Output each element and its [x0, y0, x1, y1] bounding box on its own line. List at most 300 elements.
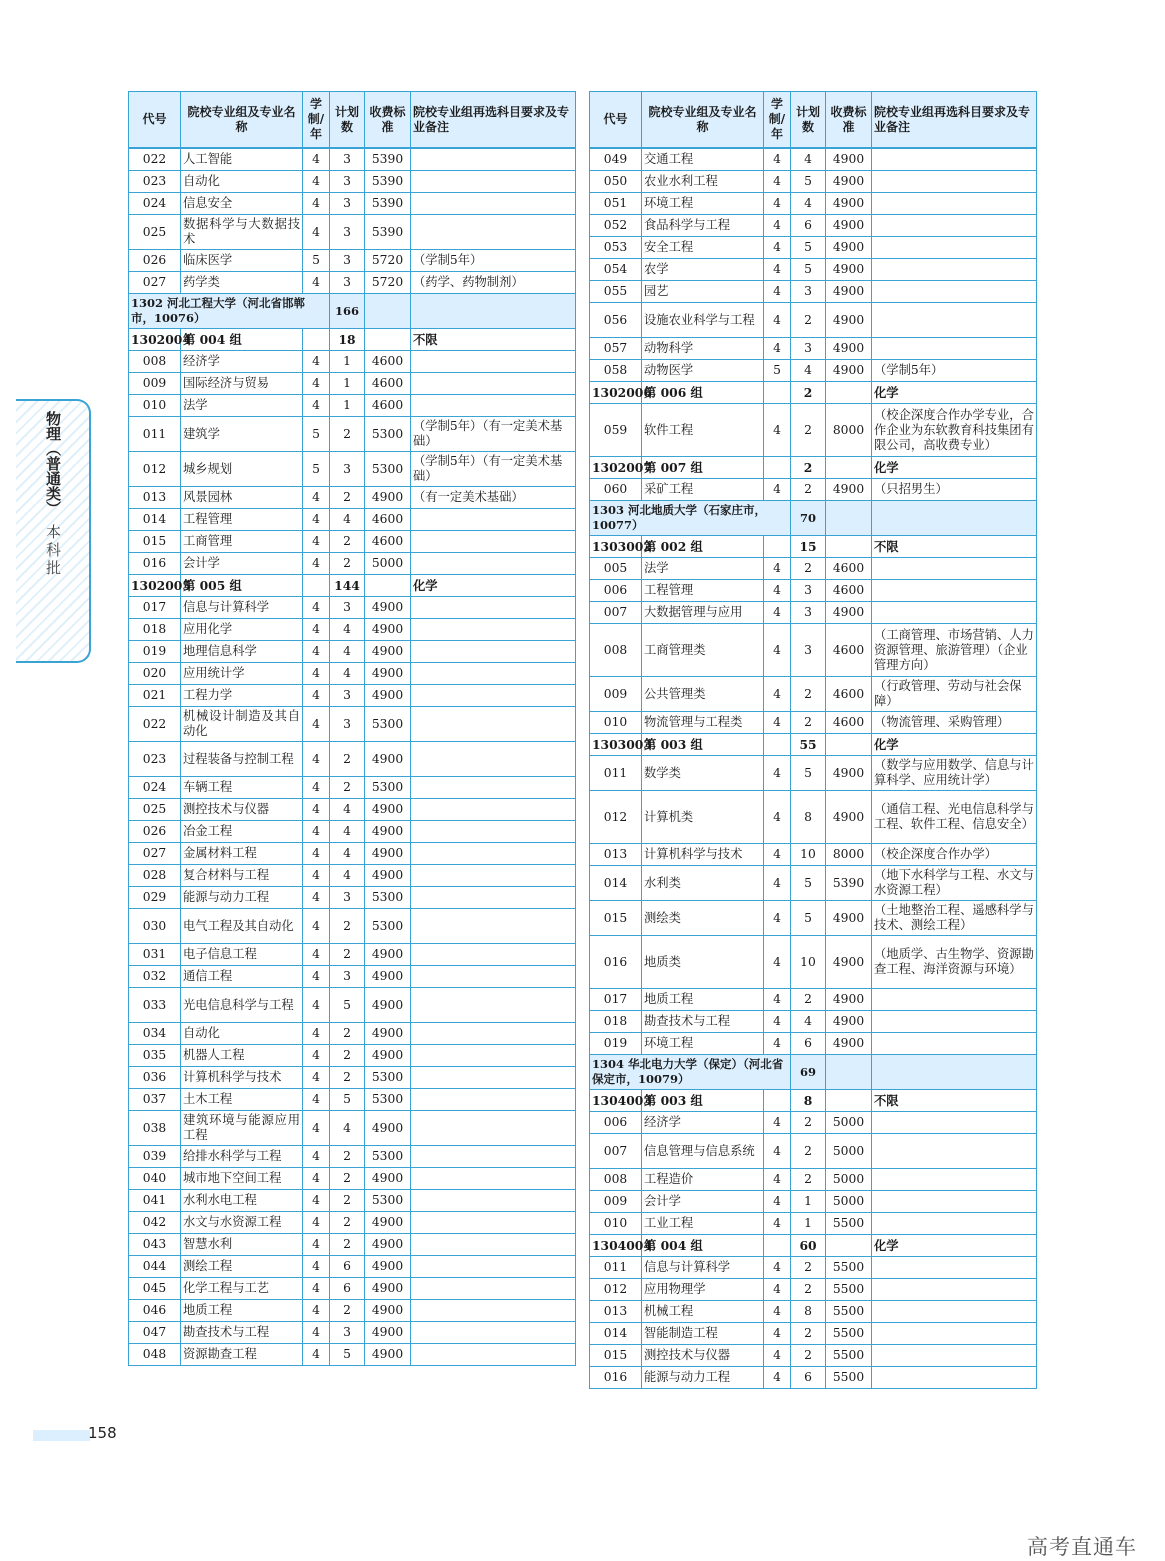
cell-note: [872, 1345, 1037, 1367]
cell-years: 4: [303, 395, 330, 417]
cell-plan: 3: [791, 338, 826, 360]
table-header-row: [129, 92, 576, 149]
cell-major-name: 国际经济与贸易: [181, 373, 303, 395]
cell-major-name: 工程力学: [181, 685, 303, 707]
cell-years: 4: [764, 866, 791, 901]
cell-years: 4: [764, 479, 791, 501]
cell-fee: 5300: [365, 1089, 411, 1111]
major-row: [590, 148, 1037, 171]
cell-code: 059: [590, 404, 642, 457]
cell-fee: 5300: [365, 1146, 411, 1168]
cell-fee: 4900: [826, 338, 872, 360]
cell-code: 016: [129, 553, 181, 575]
cell-fee: [826, 1235, 872, 1257]
cell-code: 014: [590, 1323, 642, 1345]
cell-fee: 5300: [365, 1067, 411, 1089]
cell-code: 050: [590, 171, 642, 193]
cell-years: 4: [303, 215, 330, 250]
major-row: [129, 619, 576, 641]
cell-plan: 10: [791, 844, 826, 866]
cell-note: [411, 597, 576, 619]
cell-years: 4: [764, 936, 791, 989]
cell-plan: 55: [791, 734, 826, 756]
cell-note: [411, 1190, 576, 1212]
cell-code: 021: [129, 685, 181, 707]
cell-years: 4: [303, 373, 330, 395]
cell-years: 4: [303, 1067, 330, 1089]
cell-years: 4: [764, 193, 791, 215]
cell-plan: 2: [791, 1279, 826, 1301]
major-row: [129, 742, 576, 777]
cell-plan: 3: [330, 272, 365, 294]
cell-group-name: 第 006 组: [642, 382, 764, 404]
cell-major-name: 大数据管理与应用: [642, 602, 764, 624]
cell-major-name: 应用统计学: [181, 663, 303, 685]
cell-fee: 4900: [826, 360, 872, 382]
cell-note: （通信工程、光电信息科学与工程、软件工程、信息安全）: [872, 791, 1037, 844]
cell-plan: 5: [330, 1344, 365, 1366]
major-row: [129, 1045, 576, 1067]
category-side-tab: [16, 399, 91, 663]
cell-fee: 5300: [365, 1190, 411, 1212]
cell-group-code: 1304003: [590, 1090, 642, 1112]
cell-note: [411, 909, 576, 944]
cell-major-name: 建筑环境与能源应用工程: [181, 1111, 303, 1146]
cell-group-name: 第 004 组: [181, 329, 303, 351]
cell-note: （药学、药物制剂）: [411, 272, 576, 294]
major-row: [129, 193, 576, 215]
cell-fee: 5000: [826, 1112, 872, 1134]
cell-fee: 5300: [365, 909, 411, 944]
cell-years: 4: [303, 799, 330, 821]
cell-years: 5: [764, 360, 791, 382]
major-row: [129, 1089, 576, 1111]
cell-major-name: 智能制造工程: [642, 1323, 764, 1345]
cell-fee: 5500: [826, 1257, 872, 1279]
cell-code: 022: [129, 148, 181, 171]
cell-years: 4: [303, 553, 330, 575]
cell-fee: 5500: [826, 1323, 872, 1345]
cell-years: 4: [303, 641, 330, 663]
cell-note: [411, 887, 576, 909]
major-row: [590, 303, 1037, 338]
cell-fee: 5300: [365, 707, 411, 742]
cell-plan: 8: [791, 1090, 826, 1112]
cell-major-name: 法学: [181, 395, 303, 417]
major-row: [590, 1257, 1037, 1279]
major-row: [129, 487, 576, 509]
cell-code: 047: [129, 1322, 181, 1344]
cell-note: [411, 1111, 576, 1146]
cell-major-name: 城市地下空间工程: [181, 1168, 303, 1190]
cell-group-code: 1302006: [590, 382, 642, 404]
major-row: [590, 602, 1037, 624]
cell-years: 4: [303, 1146, 330, 1168]
major-row: [129, 1234, 576, 1256]
cell-plan: 3: [330, 452, 365, 487]
cell-note: （校企深度合作办学）: [872, 844, 1037, 866]
major-row: [129, 1212, 576, 1234]
cell-code: 006: [590, 1112, 642, 1134]
cell-subject-requirement: 不限: [872, 1090, 1037, 1112]
major-row: [590, 901, 1037, 936]
cell-code: 012: [129, 452, 181, 487]
cell-code: 024: [129, 193, 181, 215]
cell-fee: 4900: [365, 944, 411, 966]
cell-code: 022: [129, 707, 181, 742]
header-note: 院校专业组再选科目要求及专业备注: [872, 92, 1037, 149]
major-row: [129, 272, 576, 294]
cell-plan: 4: [330, 821, 365, 843]
cell-major-name: 计算机科学与技术: [642, 844, 764, 866]
cell-plan: 4: [791, 360, 826, 382]
cell-years: [764, 1090, 791, 1112]
cell-university-name: 1302 河北工程大学（河北省邯郸市，10076）: [129, 294, 330, 329]
cell-fee: 4900: [365, 988, 411, 1023]
major-row: [590, 558, 1037, 580]
cell-major-name: 测控技术与仪器: [181, 799, 303, 821]
major-row: [590, 624, 1037, 677]
cell-subject-requirement: 不限: [411, 329, 576, 351]
header-name: 院校专业组及专业名称: [642, 92, 764, 149]
cell-major-name: 数学类: [642, 756, 764, 791]
cell-note: [411, 843, 576, 865]
cell-major-name: 机器人工程: [181, 1045, 303, 1067]
cell-major-name: 过程装备与控制工程: [181, 742, 303, 777]
cell-code: 026: [129, 821, 181, 843]
cell-fee: 5390: [365, 148, 411, 171]
cell-code: 008: [129, 351, 181, 373]
cell-code: 037: [129, 1089, 181, 1111]
cell-plan: 2: [791, 558, 826, 580]
major-row: [129, 1322, 576, 1344]
cell-code: 056: [590, 303, 642, 338]
cell-note: [872, 1033, 1037, 1055]
cell-years: 4: [303, 1168, 330, 1190]
group-row: [590, 1235, 1037, 1257]
cell-code: 046: [129, 1300, 181, 1322]
cell-note: [872, 303, 1037, 338]
cell-plan: 2: [330, 944, 365, 966]
cell-code: 015: [590, 1345, 642, 1367]
cell-years: 5: [303, 250, 330, 272]
cell-note: [872, 1367, 1037, 1389]
major-row: [129, 988, 576, 1023]
cell-years: [303, 575, 330, 597]
group-row: [590, 457, 1037, 479]
major-row: [129, 1023, 576, 1045]
major-row: [129, 1256, 576, 1278]
cell-note: [411, 1234, 576, 1256]
cell-years: 4: [303, 966, 330, 988]
cell-fee: [826, 536, 872, 558]
major-row: [129, 707, 576, 742]
cell-major-name: 能源与动力工程: [642, 1367, 764, 1389]
cell-note: [872, 1134, 1037, 1169]
cell-note: （地质学、古生物学、资源勘查工程、海洋资源与环境）: [872, 936, 1037, 989]
cell-note: [411, 619, 576, 641]
major-row: [590, 1279, 1037, 1301]
cell-plan: 144: [330, 575, 365, 597]
cell-plan: 4: [330, 865, 365, 887]
cell-fee: 4900: [365, 1256, 411, 1278]
cell-years: 4: [764, 1345, 791, 1367]
cell-years: 4: [303, 619, 330, 641]
cell-major-name: 电子信息工程: [181, 944, 303, 966]
major-row: [590, 1169, 1037, 1191]
cell-major-name: 地理信息科学: [181, 641, 303, 663]
cell-plan: 4: [791, 1011, 826, 1033]
cell-subject-requirement: 化学: [872, 1235, 1037, 1257]
cell-major-name: 会计学: [642, 1191, 764, 1213]
cell-fee: 4900: [365, 663, 411, 685]
cell-major-name: 临床医学: [181, 250, 303, 272]
cell-code: 051: [590, 193, 642, 215]
cell-years: 4: [764, 989, 791, 1011]
cell-fee: 4900: [365, 641, 411, 663]
cell-major-name: 水利水电工程: [181, 1190, 303, 1212]
cell-major-name: 光电信息科学与工程: [181, 988, 303, 1023]
cell-code: 040: [129, 1168, 181, 1190]
cell-note: （学制5年）: [872, 360, 1037, 382]
group-row: [590, 536, 1037, 558]
cell-code: 009: [590, 1191, 642, 1213]
cell-plan: 3: [330, 966, 365, 988]
cell-plan: 2: [330, 531, 365, 553]
cell-fee: 5500: [826, 1345, 872, 1367]
cell-fee: 4900: [365, 865, 411, 887]
cell-plan: 2: [791, 303, 826, 338]
cell-plan: 2: [791, 712, 826, 734]
cell-code: 010: [590, 1213, 642, 1235]
cell-fee: 4900: [365, 1344, 411, 1366]
cell-note: [411, 663, 576, 685]
cell-note: [872, 171, 1037, 193]
cell-group-name: 第 003 组: [642, 734, 764, 756]
cell-code: 045: [129, 1278, 181, 1300]
cell-code: 043: [129, 1234, 181, 1256]
cell-group-name: 第 007 组: [642, 457, 764, 479]
major-row: [590, 171, 1037, 193]
cell-major-name: 测控技术与仪器: [642, 1345, 764, 1367]
cell-subject-requirement: 化学: [411, 575, 576, 597]
cell-major-name: 金属材料工程: [181, 843, 303, 865]
cell-note: [872, 501, 1037, 536]
cell-years: [764, 1235, 791, 1257]
cell-major-name: 数据科学与大数据技术: [181, 215, 303, 250]
cell-fee: 5000: [826, 1191, 872, 1213]
cell-years: 4: [764, 404, 791, 457]
cell-note: （学制5年）（有一定美术基础）: [411, 452, 576, 487]
cell-fee: 4900: [365, 619, 411, 641]
major-row: [129, 1300, 576, 1322]
cell-plan: 2: [791, 1134, 826, 1169]
cell-plan: 3: [330, 707, 365, 742]
group-row: [590, 1090, 1037, 1112]
cell-code: 014: [129, 509, 181, 531]
major-row: [590, 338, 1037, 360]
cell-major-name: 动物医学: [642, 360, 764, 382]
cell-fee: 4600: [826, 712, 872, 734]
major-row: [590, 1213, 1037, 1235]
page-number-bar: [33, 1430, 90, 1441]
group-row: [590, 382, 1037, 404]
major-row: [129, 452, 576, 487]
major-row: [590, 1011, 1037, 1033]
cell-plan: 3: [330, 148, 365, 171]
cell-fee: 4600: [365, 395, 411, 417]
major-row: [590, 1191, 1037, 1213]
major-row: [129, 909, 576, 944]
cell-code: 048: [129, 1344, 181, 1366]
cell-plan: 2: [791, 1345, 826, 1367]
cell-plan: 3: [330, 685, 365, 707]
cell-major-name: 地质工程: [181, 1300, 303, 1322]
cell-code: 005: [590, 558, 642, 580]
cell-note: [411, 1067, 576, 1089]
cell-years: 4: [764, 580, 791, 602]
cell-years: 4: [303, 1256, 330, 1278]
cell-years: 4: [764, 338, 791, 360]
cell-note: （土地整治工程、遥感科学与技术、测绘工程）: [872, 901, 1037, 936]
cell-fee: 4900: [826, 171, 872, 193]
cell-years: 4: [303, 887, 330, 909]
major-row: [129, 373, 576, 395]
cell-major-name: 信息与计算科学: [642, 1257, 764, 1279]
cell-plan: 2: [330, 1146, 365, 1168]
cell-subject-requirement: 化学: [872, 734, 1037, 756]
cell-years: 4: [764, 901, 791, 936]
cell-plan: 70: [791, 501, 826, 536]
cell-note: [872, 259, 1037, 281]
cell-plan: 2: [330, 1212, 365, 1234]
cell-code: 011: [590, 756, 642, 791]
cell-fee: 4900: [365, 1168, 411, 1190]
cell-fee: 4600: [826, 677, 872, 712]
cell-major-name: 物流管理与工程类: [642, 712, 764, 734]
cell-note: [872, 338, 1037, 360]
cell-years: [764, 457, 791, 479]
cell-years: 5: [303, 452, 330, 487]
cell-code: 006: [590, 580, 642, 602]
cell-major-name: 工程造价: [642, 1169, 764, 1191]
cell-years: 4: [303, 193, 330, 215]
cell-fee: 5390: [826, 866, 872, 901]
cell-fee: 5000: [826, 1134, 872, 1169]
cell-plan: 4: [330, 843, 365, 865]
cell-note: [411, 1344, 576, 1366]
cell-major-name: 工商管理类: [642, 624, 764, 677]
cell-plan: 2: [330, 777, 365, 799]
cell-plan: 3: [791, 624, 826, 677]
cell-code: 023: [129, 742, 181, 777]
cell-note: [411, 148, 576, 171]
cell-fee: 5500: [826, 1279, 872, 1301]
cell-major-name: 城乡规划: [181, 452, 303, 487]
cell-plan: 15: [791, 536, 826, 558]
cell-fee: 4900: [826, 148, 872, 171]
major-row: [590, 259, 1037, 281]
cell-plan: 2: [791, 457, 826, 479]
cell-years: 4: [303, 1212, 330, 1234]
cell-fee: [826, 382, 872, 404]
cell-plan: 2: [791, 382, 826, 404]
cell-fee: 4900: [365, 1322, 411, 1344]
cell-code: 034: [129, 1023, 181, 1045]
cell-plan: 2: [791, 989, 826, 1011]
cell-note: [411, 395, 576, 417]
cell-note: [411, 1278, 576, 1300]
cell-note: [411, 294, 576, 329]
cell-fee: 4900: [826, 237, 872, 259]
cell-plan: 3: [330, 250, 365, 272]
major-row: [129, 799, 576, 821]
cell-code: 018: [129, 619, 181, 641]
cell-note: [411, 1146, 576, 1168]
cell-plan: 2: [330, 909, 365, 944]
cell-code: 009: [590, 677, 642, 712]
cell-subject-requirement: 化学: [872, 457, 1037, 479]
cell-code: 036: [129, 1067, 181, 1089]
cell-note: [872, 1301, 1037, 1323]
cell-years: 4: [764, 602, 791, 624]
cell-major-name: 药学类: [181, 272, 303, 294]
cell-plan: 2: [330, 1067, 365, 1089]
cell-note: （工商管理、市场营销、人力资源管理、旅游管理）（企业管理方向）: [872, 624, 1037, 677]
cell-note: [411, 1256, 576, 1278]
cell-plan: 5: [791, 901, 826, 936]
cell-plan: 3: [791, 281, 826, 303]
cell-fee: 4900: [365, 1234, 411, 1256]
cell-major-name: 信息管理与信息系统: [642, 1134, 764, 1169]
major-row: [129, 171, 576, 193]
cell-fee: 4900: [365, 1111, 411, 1146]
cell-years: 4: [303, 777, 330, 799]
cell-code: 030: [129, 909, 181, 944]
header-code: 代号: [129, 92, 181, 149]
cell-note: [411, 777, 576, 799]
cell-years: 4: [303, 597, 330, 619]
cell-note: [872, 1011, 1037, 1033]
cell-group-code: 1302007: [590, 457, 642, 479]
cell-fee: 4900: [365, 1023, 411, 1045]
cell-years: 4: [764, 1011, 791, 1033]
cell-plan: 2: [330, 1234, 365, 1256]
cell-years: 4: [303, 148, 330, 171]
cell-note: [411, 641, 576, 663]
major-row: [129, 509, 576, 531]
cell-fee: [826, 457, 872, 479]
major-row: [129, 663, 576, 685]
cell-fee: 4900: [826, 602, 872, 624]
cell-years: 4: [764, 237, 791, 259]
cell-code: 033: [129, 988, 181, 1023]
cell-code: 023: [129, 171, 181, 193]
cell-years: 4: [303, 1234, 330, 1256]
cell-major-name: 机械工程: [642, 1301, 764, 1323]
cell-subject-requirement: 化学: [872, 382, 1037, 404]
cell-major-name: 信息与计算科学: [181, 597, 303, 619]
cell-code: 027: [129, 272, 181, 294]
cell-years: 4: [303, 742, 330, 777]
cell-code: 009: [129, 373, 181, 395]
major-row: [129, 1190, 576, 1212]
cell-note: [872, 1279, 1037, 1301]
cell-plan: 2: [330, 742, 365, 777]
cell-fee: 4900: [365, 966, 411, 988]
cell-note: [411, 799, 576, 821]
cell-major-name: 设施农业科学与工程: [642, 303, 764, 338]
